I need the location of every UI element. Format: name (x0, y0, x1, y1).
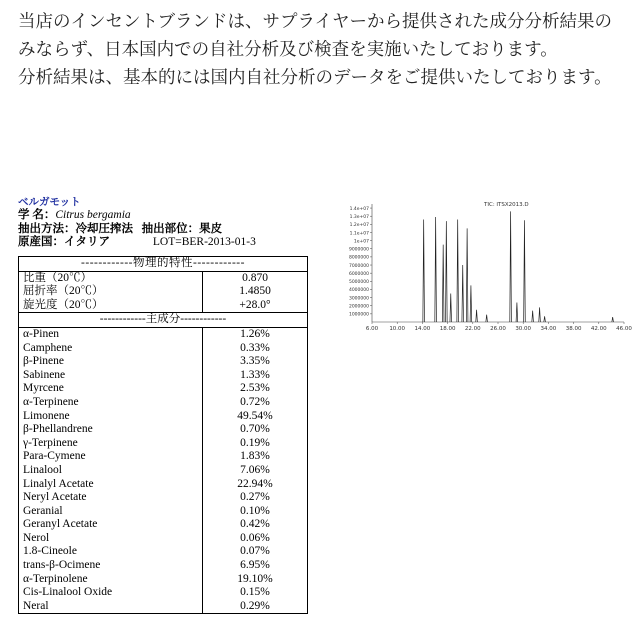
y-tick-label: 6000000 (348, 271, 369, 277)
property-name: Linalool (19, 464, 203, 478)
y-tick-label: 1.4e+07 (349, 206, 369, 212)
method-value: 冷却圧搾法 (75, 222, 133, 235)
component-row (19, 437, 308, 451)
property-name: β-Pinene (19, 355, 203, 369)
property-value: 0.870 (242, 271, 268, 284)
component-row (19, 423, 308, 437)
peak (510, 211, 512, 322)
property-value: 0.72% (240, 395, 270, 408)
property-value: 1.83% (240, 450, 270, 463)
property-name: α-Terpinolene (19, 573, 203, 587)
property-value: 0.15% (240, 586, 270, 599)
chromatogram-plot (334, 196, 630, 334)
property-name: trans-β-Ocimene (19, 559, 203, 573)
x-tick-label: 6.00 (365, 326, 379, 332)
y-tick-label: 5000000 (348, 280, 369, 286)
x-tick-label: 18.00 (439, 326, 456, 332)
components-header: ------------主成分------------ (19, 313, 308, 328)
physical-header: ------------物理的特性------------ (19, 257, 308, 272)
scientific-name-line (18, 209, 308, 223)
property-name: α-Terpinene (19, 396, 203, 410)
property-value: +28.0° (239, 298, 271, 311)
component-row (19, 505, 308, 519)
peak (539, 307, 541, 322)
property-value: 1.4850 (239, 285, 271, 298)
property-name: Neryl Acetate (19, 491, 203, 505)
property-name: Neral (19, 600, 203, 614)
peak (423, 219, 425, 322)
property-name: Myrcene (19, 382, 203, 396)
y-tick-label: 1e+07 (353, 239, 369, 245)
x-tick-label: 46.00 (616, 326, 632, 332)
component-row (19, 532, 308, 546)
component-row (19, 382, 308, 396)
component-row (19, 559, 308, 573)
peak (516, 302, 518, 322)
x-tick-label: 22.00 (464, 326, 481, 332)
part-label: 抽出部位： (141, 222, 200, 235)
property-name: 屈折率（20℃） (19, 285, 203, 299)
property-name: α-Pinen (19, 327, 203, 341)
property-name: Sabinene (19, 369, 203, 383)
origin-value: イタリア (64, 236, 110, 248)
component-row (19, 355, 308, 369)
component-row (19, 410, 308, 424)
part-value: 果皮 (199, 222, 223, 235)
property-value: 7.06% (240, 463, 270, 476)
property-value: 0.27% (240, 491, 270, 504)
chromatogram-title: TIC: ITSX2013.D (484, 202, 529, 208)
y-tick-label: 9000000 (348, 247, 369, 253)
component-row (19, 342, 308, 356)
origin-label: 原産国： (18, 236, 64, 248)
intro-text (18, 8, 624, 92)
property-name: Geranial (19, 505, 203, 519)
physical-row (19, 285, 308, 299)
component-row (19, 491, 308, 505)
property-name: 旋光度（20℃） (19, 299, 203, 313)
property-name: Camphene (19, 342, 203, 356)
x-tick-label: 10.00 (389, 326, 406, 332)
property-value: 1.33% (240, 368, 270, 381)
peak (470, 285, 472, 322)
peak (457, 219, 459, 322)
peak (446, 221, 448, 322)
property-name: β-Phellandrene (19, 423, 203, 437)
property-value: 0.06% (240, 531, 270, 544)
peak (612, 317, 614, 322)
scientific-name-label: 学 名： (18, 209, 56, 221)
y-tick-label: 1.3e+07 (349, 215, 369, 221)
property-value: 49.54% (237, 409, 273, 422)
property-value: 0.07% (240, 545, 270, 558)
components-header-row (19, 313, 308, 328)
physical-row (19, 299, 308, 313)
component-row (19, 396, 308, 410)
intro-paragraph-1: 当店のインセントブランドは、サプライヤーから提供された成分分析結果のみならず、日本国内での自社分析及び検査を実施いたしております。 (18, 12, 612, 60)
x-tick-label: 14.00 (414, 326, 431, 332)
component-row (19, 369, 308, 383)
peak (450, 294, 452, 322)
peak (442, 245, 444, 322)
peak (466, 228, 468, 322)
property-name: Geranyl Acetate (19, 518, 203, 532)
property-value: 0.19% (240, 436, 270, 449)
spec-sheet (18, 196, 308, 612)
peak (476, 310, 478, 322)
property-value: 0.10% (240, 504, 270, 517)
property-value: 3.35% (240, 355, 270, 368)
property-name: Cis-Linalool Oxide (19, 586, 203, 600)
physical-header-row (19, 257, 308, 272)
peak (532, 311, 534, 322)
peak (544, 316, 546, 322)
property-value: 1.26% (240, 327, 270, 340)
component-row (19, 478, 308, 492)
property-value: 22.94% (237, 477, 273, 490)
property-name: Para-Cymene (19, 450, 203, 464)
analysis-table (18, 256, 308, 614)
x-tick-label: 26.00 (490, 326, 506, 332)
component-row (19, 464, 308, 478)
lot-number: LOT=BER-2013-01-3 (152, 236, 256, 248)
physical-row (19, 271, 308, 285)
peak (435, 217, 437, 322)
property-name: γ-Terpinene (19, 437, 203, 451)
component-row (19, 518, 308, 532)
y-tick-label: 8000000 (348, 255, 369, 261)
property-name: Limonene (19, 410, 203, 424)
property-name: Linalyl Acetate (19, 478, 203, 492)
component-row (19, 600, 308, 614)
y-tick-label: 1000000 (348, 312, 369, 318)
scientific-name: Citrus bergamia (55, 209, 131, 221)
peak (524, 220, 526, 322)
method-label: 抽出方法： (18, 222, 76, 235)
property-name: 1.8-Cineole (19, 545, 203, 559)
property-value: 0.29% (240, 599, 270, 612)
component-row (19, 573, 308, 587)
extraction-line (18, 223, 308, 237)
x-tick-label: 42.00 (590, 326, 607, 332)
property-value: 0.42% (240, 518, 270, 531)
y-tick-label: 7000000 (348, 263, 369, 269)
y-tick-label: 1.1e+07 (349, 231, 369, 237)
property-value: 2.53% (240, 382, 270, 395)
component-row (19, 450, 308, 464)
chromatogram (334, 196, 630, 334)
peak (462, 265, 464, 322)
origin-line (18, 236, 308, 250)
property-value: 0.33% (240, 341, 270, 354)
component-row (19, 545, 308, 559)
property-name: 比重（20℃） (19, 271, 203, 285)
y-tick-label: 2000000 (348, 304, 369, 310)
x-tick-label: 34.00 (540, 326, 557, 332)
property-value: 19.10% (237, 572, 273, 585)
x-tick-label: 38.00 (565, 326, 582, 332)
property-name: Nerol (19, 532, 203, 546)
y-tick-label: 1.2e+07 (349, 223, 369, 229)
product-name: ベルガモット (18, 196, 81, 208)
property-value: 0.70% (240, 423, 270, 436)
intro-paragraph-2: 分析結果は、基本的には国内自社分析のデータをご提供いたしております。 (18, 68, 612, 88)
x-tick-label: 30.00 (515, 326, 532, 332)
component-row (19, 327, 308, 341)
y-tick-label: 3000000 (348, 296, 369, 302)
y-tick-label: 4000000 (348, 288, 369, 294)
property-value: 6.95% (240, 559, 270, 572)
peak (486, 315, 488, 322)
component-row (19, 586, 308, 600)
